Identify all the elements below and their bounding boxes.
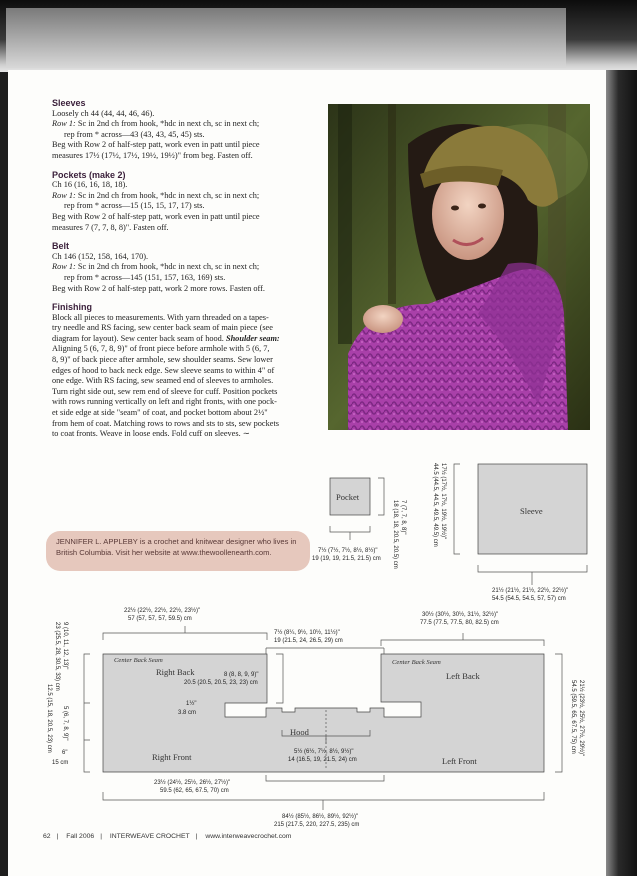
shoulder-seam-label: Shoulder seam: [225,333,280,343]
pocket-height-cm: 18 (18, 18, 20.5, 20.5) cm [392,500,398,569]
sleeves-heading: Sleeves [52,98,86,108]
bio-line: British Columbia. Visit her website at www.thewoollenearth.com. [56,548,272,557]
finishing-line: et side edge at side "seam" of coat, and pocket bottom about 2½" [52,408,268,418]
row-text: Sc in 2nd ch from hook, *hdc in next ch, sc in next ch; [75,262,260,272]
armhole-in: 8 (8, 8, 9, 9)" [224,672,259,678]
pockets-beg-cont: measures 7 (7, 7, 8, 8)". Fasten off. [52,222,169,232]
footer-divider: | [195,833,198,840]
top-left-width-in: 22½ (22½, 22½, 22½, 23½)" [124,608,201,614]
right-v-cm: 54.5 (59.5, 65, 67.5, 75) cm [570,680,576,754]
left-v2-cm: 12.5 (15, 18, 20.5, 23) cm [46,684,52,753]
finishing-line: edges of hood to back neck edge. Sew sleeve seams to within 4" of [52,365,275,375]
sleeves-beg: Beg with Row 2 of half-step patt, work even in patt until piece [52,140,260,150]
step-in: 1½" [186,701,197,707]
pocket-width-cm: 19 (19, 19, 21.5, 21.5) cm [312,556,381,562]
total-width-in: 84½ (85½, 86½, 89½, 92½)" [282,814,359,820]
row-text: Sc in 2nd ch from hook, *hdc in next ch, sc in next ch; [75,190,260,200]
left-v3-in: 6" [62,750,68,756]
pockets-heading: Pockets (make 2) [52,169,126,180]
belt-line: Ch 146 (152, 158, 164, 170). [52,251,149,261]
left-v3-cm: 15 cm [52,760,69,766]
finishing-line: Turn right side out, sew rem end of sleeve for cuff. Position pockets [52,386,278,396]
footer-divider: | [56,833,59,840]
step-cm: 3.8 cm [178,710,197,716]
pocket-width-in: 7½ (7½, 7½, 8½, 8½)" [318,548,378,554]
top-mid-width-in: 7½ (8¼, 9½, 10½, 11½)" [274,630,340,636]
right-front-label: Right Front [152,752,192,762]
magazine-url: www.interweavecrochet.com [205,833,292,840]
footer-divider: | [100,833,102,840]
top-left-width-cm: 57 (57, 57, 57, 59.5) cm [128,616,192,622]
row-label: Row 1: [52,262,76,272]
finishing-text: diagram for layout). Sew center back seam of hood. [52,333,226,343]
bottom-width-cm: 59.5 (62, 65, 67.5, 70) cm [160,788,229,794]
belt-row1-cont: rep from * across—145 (151, 157, 163, 169) sts. [64,272,226,282]
belt-beg: Beg with Row 2 of half-step patt, work 2 more rows. Fasten off. [52,283,265,293]
pockets-row1-cont: rep from * across—15 (15, 15, 17, 17) sts. [64,201,205,211]
sleeve-height-in: 17½ (17½, 17½, 19½, 19½)" [440,463,446,540]
row-text: Sc in 2nd ch from hook, *hdc in next ch, sc in next ch; [75,119,260,129]
bottom-width-in: 23½ (24½, 25½, 26½, 27½)" [154,780,231,786]
finishing-line: try needle and RS facing, sew center back seam of main piece (see [52,323,273,333]
issue-date: Fall 2006 [66,833,95,840]
pockets-beg: Beg with Row 2 of half-step patt, work even in patt until piece [52,211,260,221]
center-back-seam-right: Center Back Seam [392,659,441,666]
left-v1-cm: 23 (25.5, 28, 30.5, 33) cm [54,622,60,691]
top-mid-width-cm: 19 (21.5, 24, 26.5, 29) cm [274,638,343,644]
center-back-seam-left: Center Back Seam [114,657,163,664]
finishing-line: one edge. With RS facing, sew seamed end of sleeves to armholes. [52,376,274,386]
finishing-text: to coat fronts. Weave in loose ends. Fold cuff on sleeves. [52,429,241,439]
row-label: Row 1: [52,190,76,200]
sleeve-height-cm: 44.5 (44.5, 44.5, 49.5, 49.5) cm [432,463,438,547]
armhole-cm: 20.5 (20.5, 20.5, 23, 23) cm [184,680,258,686]
sleeves-line: Loosely ch 44 (44, 44, 46, 46). [52,108,155,118]
hood-width-in: 5½ (6½, 7½, 8½, 9½)" [294,749,354,755]
end-mark: ∼ [242,429,250,439]
pocket-height-in: 7 (7, 7, 8, 8)" [400,500,406,535]
left-front-label: Left Front [442,756,477,766]
sleeve-width-cm: 54.5 (54.5, 54.5, 57, 57) cm [492,596,566,602]
left-v1-in: 9 (10, 11, 12, 13)" [62,622,68,670]
finishing-line: 8, 9)" of back piece after armhole, sew shoulder seams. Sew lower [52,355,273,365]
finishing-line: from hem of coat. Matching rows to rows and sts to sts, sew pockets [52,418,279,428]
finishing-line: Block all pieces to measurements. With yarn threaded on a tapes- [52,312,269,322]
right-v-in: 21½ (23½, 25½, 27½, 29½)" [578,680,584,757]
right-back-label: Right Back [156,667,195,677]
sleeves-beg-cont: measures 17½ (17½, 17½, 19½, 19½)" from beg. Fasten off. [52,150,253,160]
sleeve-width-in: 21½ (21½, 21½, 22½, 22½)" [492,588,569,594]
page-footer [43,833,297,840]
sleeves-row1-cont: rep from * across—43 (43, 43, 45, 45) sts. [64,129,205,139]
total-width-cm: 215 (217.5, 220, 227.5, 235) cm [274,822,360,828]
hood-label: Hood [290,727,309,737]
top-right-width-cm: 77.5 (77.5, 77.5, 80, 82.5) cm [420,620,499,626]
belt-heading: Belt [52,241,70,252]
bio-line: JENNIFER L. APPLEBY is a crochet and knitwear designer who lives in [56,537,297,546]
finishing-line: Aligning 5 (6, 7, 8, 9)" of front piece before armhole with 5 (6, 7, [52,344,270,354]
page-number: 62 [43,833,51,840]
finishing-heading: Finishing [52,302,92,313]
pockets-line: Ch 16 (16, 16, 18, 18). [52,180,128,190]
magazine-name: INTERWEAVE CROCHET [109,833,190,840]
row-label: Row 1: [52,119,76,129]
left-v2-in: 5 (6, 7, 8, 9)" [62,706,68,741]
finishing-line: with rows running vertically on left and right fronts, with one pock- [52,397,277,407]
left-back-label: Left Back [446,671,480,681]
pocket-label: Pocket [336,492,360,502]
sleeve-label: Sleeve [520,506,543,516]
hood-width-cm: 14 (16.5, 19, 21.5, 24) cm [288,757,357,763]
top-right-width-in: 30½ (30½, 30½, 31½, 32½)" [422,612,499,618]
